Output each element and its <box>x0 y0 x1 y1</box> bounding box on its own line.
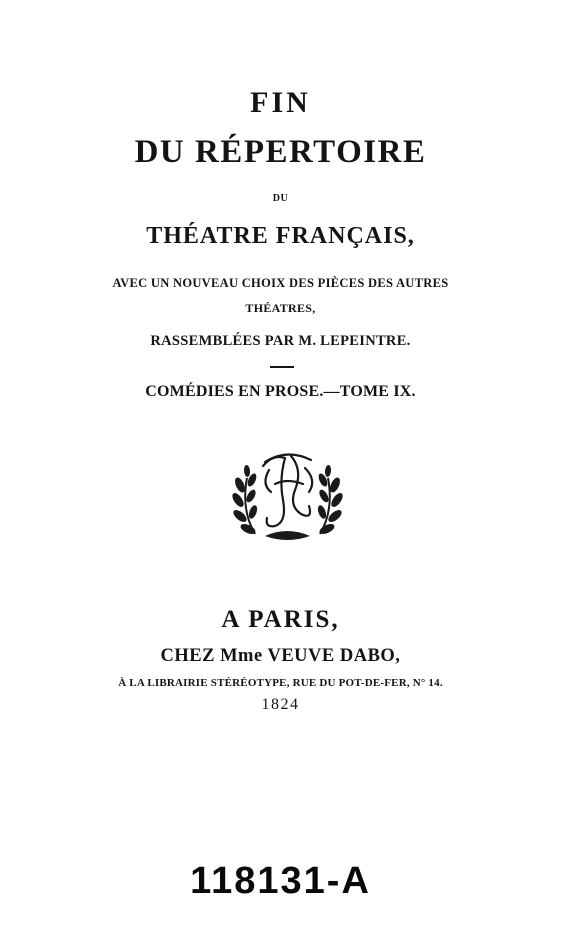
library-call-number: 118131-A <box>190 860 371 902</box>
imprint-year: 1824 <box>261 696 300 713</box>
title-theatre-francais: THÉATRE FRANÇAIS, <box>146 223 415 249</box>
divider-rule <box>270 366 294 368</box>
subtitle-line-2: THÉATRES, <box>245 301 316 315</box>
imprint-city: A PARIS, <box>221 606 340 633</box>
left-laurel-icon <box>230 465 259 536</box>
volume-line: COMÉDIES EN PROSE.—TOME IX. <box>145 383 416 400</box>
laurel-wreath-monogram-icon <box>225 440 350 550</box>
title-du: DU <box>272 193 289 204</box>
right-laurel-icon <box>316 465 345 536</box>
subtitle-line-1: AVEC UN NOUVEAU CHOIX DES PIÈCES DES AUTRES <box>112 276 449 290</box>
compiler-line: RASSEMBLÉES PAR M. LEPEINTRE. <box>150 333 411 349</box>
title-fin: FIN <box>250 86 311 119</box>
title-repertoire: DU RÉPERTOIRE <box>134 134 427 170</box>
imprint-publisher: CHEZ Mme VEUVE DABO, <box>160 646 401 666</box>
imprint-address: À LA LIBRAIRIE STÉRÉOTYPE, RUE DU POT-DE-FER, N° 14. <box>118 677 443 689</box>
